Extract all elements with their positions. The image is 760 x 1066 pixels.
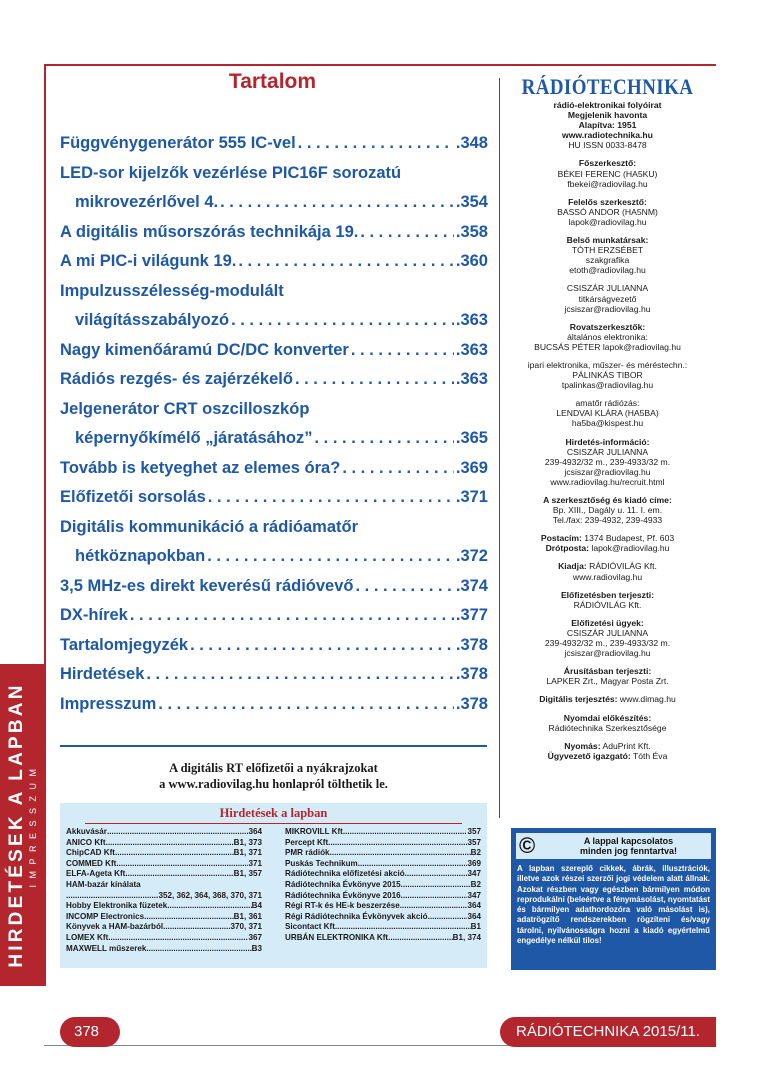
notice-line: a www.radiovilag.hu honlapról tölthetik le.: [159, 777, 388, 791]
ad-entry: Sicontact Kft. ..... B1: [285, 922, 481, 933]
toc-entry[interactable]: Jelgenerátor CRT oszcilloszkóp: [60, 399, 310, 418]
ad-entry: Könyvek a HAM-bazárból ..... 370, 371: [66, 922, 262, 933]
ads-title: Hirdetések a lapban: [219, 806, 328, 820]
copyright-box: [511, 828, 716, 970]
ads-list-right: [285, 827, 481, 944]
toc-entry[interactable]: Függvénygenerátor 555 IC-vel . . . .348: [60, 134, 488, 164]
ad-entry: Régi RT-k és HE-k beszerzése ..... 364: [285, 901, 481, 912]
prepress: Nyomdai előkészítés: Rádiótechnika Szerkesztősége: [548, 712, 667, 733]
ad-entry: Percept Kft. ..... 357: [285, 838, 481, 849]
page-title: Tartalom: [228, 70, 317, 93]
printing: Nyomás: AduPrint Kft. Ügyvezető igazgató: Tóth Éva: [547, 740, 668, 761]
ad-info: Hirdetés-információ: CSISZÁR JULIANNA 239-4932/32 m., 239-4933/32 m. jcsiszar@radiovilag.hu www.radiovilag.hu/recruit.html: [544, 436, 671, 487]
ad-entry: Hobby Elektronika füzetek ..... B4: [66, 901, 262, 912]
ad-entry: ChipCAD Kft. ..... B1, 371: [66, 848, 262, 859]
toc-entry[interactable]: hétköznapokban . . . .372: [60, 547, 488, 577]
ad-entry: Rádiótechnika Évkönyve 2016 ..... 347: [285, 891, 481, 902]
ad-entry: MIKROVILL Kft. ..... 357: [285, 827, 481, 838]
magazine-logo: RÁDIÓTECHNIKA: [521, 74, 694, 99]
section-editors: Rovatszerkesztők: általános elektronika: BUCSÁS PÉTER lapok@radiovilag.hu: [534, 321, 681, 352]
ad-entry: INCOMP Electronics ..... B1, 361: [66, 912, 262, 923]
retail-distributor: Árusításban terjeszti: LAPKER Zrt., Magyar Posta Zrt.: [546, 666, 669, 687]
ad-entry: Puskás Technikum ..... 369: [285, 859, 481, 870]
section-editor-industrial: ipari elektronika, műszer- és méréstechn.: PÁLINKÁS TIBOR tpalinkas@radiovilag.hu: [527, 359, 688, 391]
ad-entry: ANICO Kft. ..... B1, 373: [66, 838, 262, 849]
section-editor-amateur: amatőr rádiózás: LENDVAI KLÁRA (HA5BA) ha5ba@kispest.hu: [556, 398, 659, 429]
toc-entry[interactable]: mikrovezérlővel 4. . . . .354: [60, 193, 488, 223]
copyright-text: A lapban szereplő cikkek, ábrák, illusztrációk, illetve azok részei szerzői jogi védelem alatt állnak. Azokat részben vagy egészben bármilyen módon reprodukálni (beleértve a fénymásolást, nyomtatást és bármilyen adathordozóra való másolást is), adatrögzítő rendszerekben rögzíteni és/vagy tárolni, nyilvánosságra hozni a kiadó egyértelmű engedélye nélkül tilos!: [517, 864, 710, 946]
ad-entry: Rádiótechnika előfizetési akció ..... 347: [285, 869, 481, 880]
top-rule: [44, 64, 716, 66]
impresszum-column: [500, 74, 715, 761]
ad-entry: ELFA-Ageta Kft. ..... B1, 357: [66, 869, 262, 880]
subscription-matters: Előfizetési ügyek: CSISZÁR JULIANNA 239-4932/32 m., 239-4933/32 m. jcsiszar@radiovilag.hu: [544, 617, 671, 659]
toc-entry[interactable]: világításszabályozó . . . .363: [60, 311, 488, 341]
toc-entry[interactable]: Tovább is ketyeghet az elemes óra? . . . .369: [60, 459, 488, 489]
table-of-contents: [60, 134, 488, 724]
toc-entry[interactable]: Rádiós rezgés- és zajérzékelő . . . .363: [60, 370, 488, 400]
copyright-heading: A lappal kapcsolatos: [583, 836, 674, 846]
ad-entry: PMR rádiók ..... B2: [285, 848, 481, 859]
toc-entry[interactable]: Impulzusszélesség-modulált: [60, 281, 284, 300]
ads-list-left: [66, 827, 262, 954]
toc-entry[interactable]: LED-sor kijelzők vezérlése PIC16F sorozatú: [60, 163, 402, 182]
staff: Belső munkatársak: TÓTH ERZSÉBET szakgrafika etoth@radiovilag.hu: [566, 235, 649, 276]
publisher: Kiadja: RÁDIÓVILÁG Kft. www.radiovilag.hu: [558, 561, 657, 582]
side-tab-main: HIRDETÉSEK A LAPBAN: [6, 682, 27, 968]
side-tab-text: [7, 682, 39, 967]
digital-distribution: Digitális terjesztés: www.dimag.hu: [539, 694, 676, 705]
copyright-heading: minden jog fenntartva!: [579, 846, 677, 856]
impresszum-intro: rádió-elektronikai folyóirat Megjelenik havonta Alapítva: 1951 www.radiotechnika.hu HU ISSN 0033-8478: [500, 100, 715, 150]
toc-entry[interactable]: A mi PIC-i világunk 19. . . . .360: [60, 252, 488, 282]
ad-entry: Régi Rádiótechnika Évkönyvek akció ..... 364: [285, 912, 481, 923]
ad-entry: Akkuvásár ..... 364: [66, 827, 262, 838]
ads-title-rule: [85, 823, 462, 824]
left-rule: [44, 64, 46, 664]
ads-index-box: [60, 803, 487, 968]
ad-entry: ..... 352, 362, 364, 368, 370, 371: [66, 891, 262, 902]
notice-line: A digitális RT előfizetői a nyákrajzokat: [169, 761, 378, 775]
postal-contact: Postacím: 1374 Budapest, Pf. 603 Drótposta: lapok@radiovilag.hu: [540, 533, 675, 554]
issue-label: RÁDIÓTECHNIKA 2015/11.: [500, 1017, 716, 1047]
page-number: 378: [60, 1017, 120, 1047]
toc-entry[interactable]: Hirdetések . . . .378: [60, 665, 488, 695]
ad-entry: MAXWELL műszerek ..... B3: [66, 944, 262, 955]
ad-entry: COMMED Kft. ..... 371: [66, 859, 262, 870]
download-notice: [60, 760, 487, 792]
notice-rule: [60, 745, 487, 747]
toc-entry[interactable]: képernyőkímélő „járatásához” . . . .365: [60, 429, 488, 459]
subscription-distributor: Előfizetésben terjeszti: RÁDIÓVILÁG Kft.: [560, 589, 655, 610]
toc-entry[interactable]: 3,5 MHz-es direkt keverésű rádióvevő . . . .374: [60, 577, 488, 607]
ad-entry: HAM-bazár kínálata: [66, 879, 141, 889]
editor-in-chief: Főszerkesztő: BÉKEI FERENC (HA5KU) fbekei@radiovilag.hu: [557, 158, 658, 189]
managing-editor: Felelős szerkesztő: BASSÓ ANDOR (HA5NM) lapok@radiovilag.hu: [557, 196, 658, 227]
staff-secretary: CSISZÁR JULIANNA titkárságvezető jcsiszar@radiovilag.hu: [564, 283, 651, 314]
copyright-icon: ©: [519, 833, 536, 858]
toc-entry[interactable]: DX-hírek . . . .377: [60, 606, 488, 636]
copyright-header: [516, 833, 711, 859]
ad-entry: Rádiótechnika Évkönyve 2015 ..... B2: [285, 880, 481, 891]
toc-entry[interactable]: Digitális kommunikáció a rádióamatőr: [60, 517, 358, 536]
toc-entry[interactable]: Nagy kimenőáramú DC/DC konverter . . . .363: [60, 341, 488, 371]
website-link[interactable]: www.radiotechnika.hu: [562, 130, 653, 141]
toc-entry[interactable]: A digitális műsorszórás technikája 19. . . . .358: [60, 223, 488, 253]
toc-entry[interactable]: Előfizetői sorsolás . . . .371: [60, 488, 488, 518]
ad-entry: LOMEX Kft. ..... 367: [66, 933, 262, 944]
toc-entry[interactable]: Impresszum . . . .378: [60, 695, 488, 725]
ad-entry: URBÁN ELEKTRONIKA Kft. ..... B1, 374: [285, 933, 481, 944]
side-tab-sub: IMPRESSZUM: [28, 762, 38, 888]
toc-entry[interactable]: Tartalomjegyzék . . . .378: [60, 636, 488, 666]
address: A szerkesztőség és kiadó címe: Bp. XIII., Dagály u. 11. I. em. Tel./fax: 239-4932, 239-4933: [543, 495, 672, 526]
